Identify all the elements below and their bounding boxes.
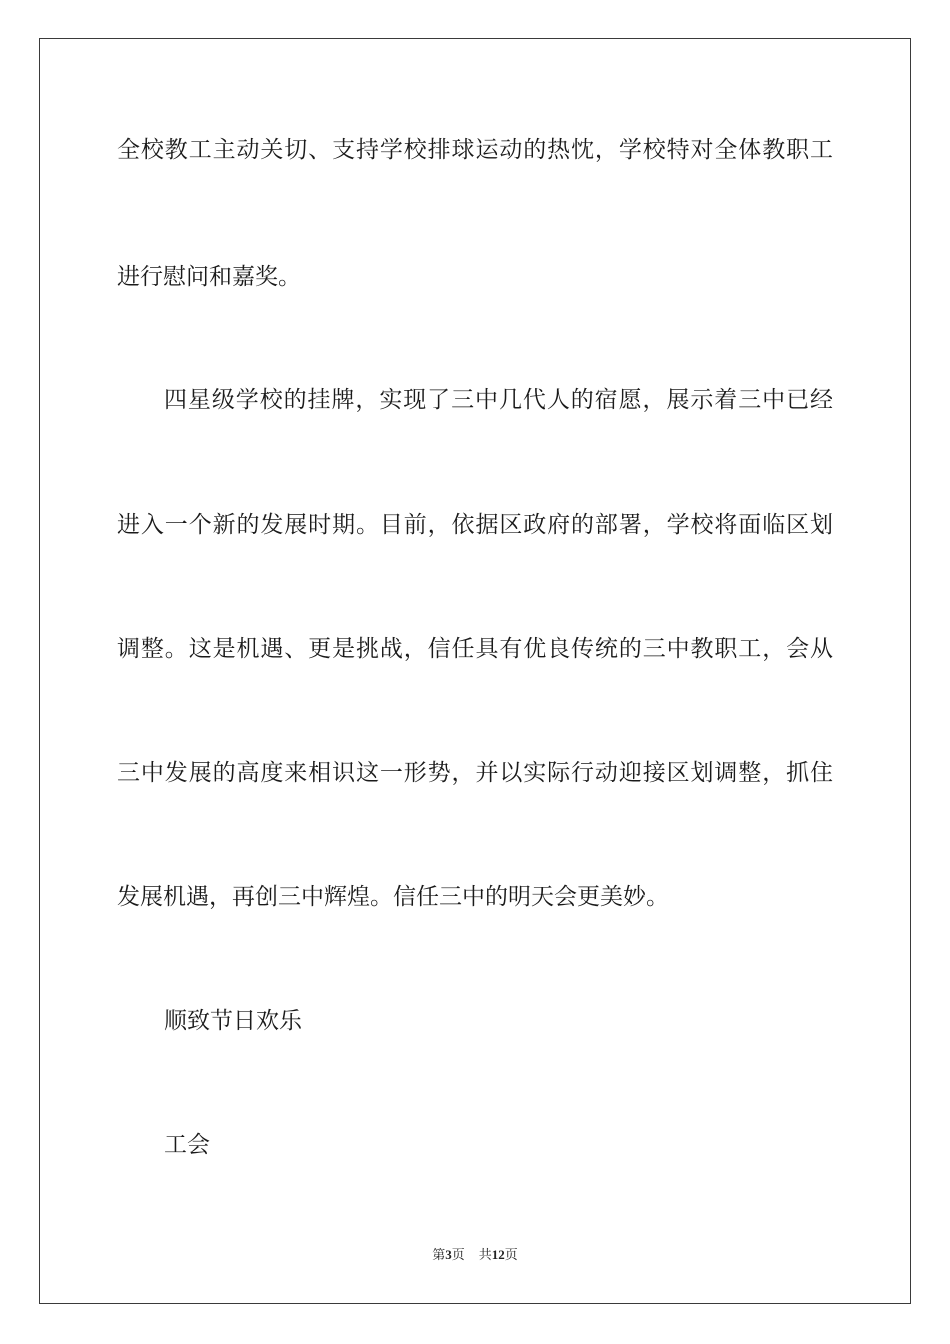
footer-page-unit: 页 <box>451 1247 465 1262</box>
footer-total-unit: 页 <box>504 1247 518 1262</box>
paragraph2-line-5: 发展机遇，再创三中辉煌。信任三中的明天会更美妙。 <box>117 884 669 910</box>
paragraph2-line-3: 调整。这是机遇、更是挑战，信任具有优良传统的三中教职工，会从 <box>117 636 833 662</box>
paragraph1-line-1: 全校教工主动关切、支持学校排球运动的热忱，学校特对全体教职工 <box>117 137 833 163</box>
footer-total-pages: 12 <box>491 1247 505 1262</box>
paragraph2-line-4: 三中发展的高度来相识这一形势，并以实际行动迎接区划调整，抓住 <box>117 760 833 786</box>
page-frame <box>39 38 911 1304</box>
footer-current-page: 3 <box>445 1247 452 1262</box>
footer-prefix: 第 <box>432 1247 446 1262</box>
page-footer <box>0 1246 950 1264</box>
closing-greeting: 顺致节日欢乐 <box>164 1008 302 1034</box>
signature: 工会 <box>164 1132 210 1158</box>
paragraph2-line-2: 进入一个新的发展时期。目前，依据区政府的部署，学校将面临区划 <box>117 512 833 538</box>
paragraph1-line-2: 进行慰问和嘉奖。 <box>117 264 301 290</box>
paragraph2-line-1: 四星级学校的挂牌，实现了三中几代人的宿愿，展示着三中已经 <box>164 387 833 413</box>
footer-total-prefix: 共 <box>478 1247 492 1262</box>
